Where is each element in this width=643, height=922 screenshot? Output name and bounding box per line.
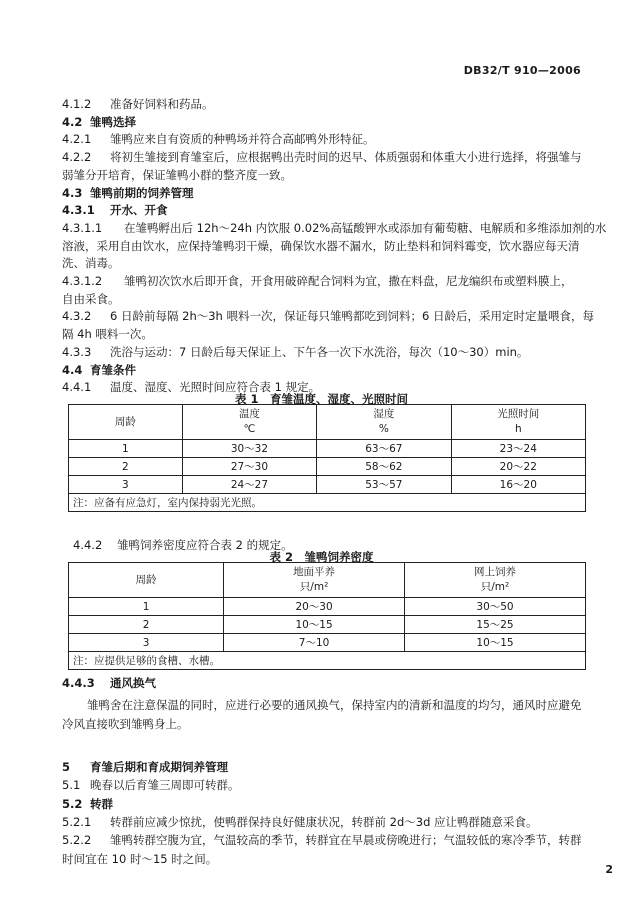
clause-number: 4.2.1 bbox=[62, 132, 92, 147]
text-line bbox=[62, 815, 538, 830]
header-name: 地面平养 bbox=[293, 566, 336, 578]
text-line bbox=[62, 203, 168, 218]
column-header bbox=[405, 563, 586, 598]
clause-text: 自由采食。 bbox=[62, 291, 120, 306]
table-cell: 30～50 bbox=[405, 598, 586, 616]
column-header bbox=[69, 563, 224, 598]
clause-text: 准备好饲料和药品。 bbox=[110, 97, 214, 111]
clause-number: 4.4.2 bbox=[73, 538, 103, 552]
clause-number: 4.3.1.2 bbox=[62, 274, 103, 288]
header-name: 湿度 bbox=[373, 408, 395, 420]
text-line bbox=[62, 676, 156, 691]
clause-number: 5.2.2 bbox=[62, 833, 92, 848]
clause-number: 4.2.2 bbox=[62, 150, 92, 165]
column-header bbox=[224, 563, 405, 598]
clause-number: 5.2 bbox=[62, 796, 83, 811]
text-line bbox=[62, 760, 228, 775]
table-note: 注：应提供足够的食槽、水槽。 bbox=[69, 652, 586, 670]
table-cell: 7～10 bbox=[224, 634, 405, 652]
clause-text: 时间宜在 10 时～15 时之间。 bbox=[62, 851, 218, 866]
text-line bbox=[62, 363, 136, 378]
table-cell: 2 bbox=[69, 458, 183, 476]
clause-text: 隔 4h 喂料一次。 bbox=[62, 327, 153, 342]
clause-number: 4.4.3 bbox=[62, 676, 95, 690]
text-line bbox=[62, 852, 217, 867]
clause-number: 4.3 bbox=[62, 185, 83, 200]
clause-number: 5 bbox=[62, 760, 71, 774]
text-line bbox=[62, 150, 582, 165]
clause-text: 弱雏分开培育，保证雏鸭小群的整齐度一致。 bbox=[62, 167, 292, 182]
clause-number: 4.1.2 bbox=[62, 97, 92, 111]
column-header bbox=[317, 405, 451, 440]
clause-number: 4.2 bbox=[62, 114, 83, 129]
document-code: DB32/T 910—2006 bbox=[463, 64, 581, 77]
column-header bbox=[69, 405, 183, 440]
header-name: 光照时间 bbox=[497, 408, 540, 420]
table-1 bbox=[68, 404, 586, 512]
table-cell: 15～25 bbox=[405, 616, 586, 634]
header-name: 温度 bbox=[238, 408, 260, 420]
table-cell: 20～22 bbox=[451, 458, 585, 476]
text-line bbox=[62, 186, 194, 201]
header-unit: ℃ bbox=[243, 423, 256, 435]
clause-text: 洗浴与运动：7 日龄后每天保证上、下午各一次下水洗浴，每次（10～30）min。 bbox=[110, 344, 529, 359]
paragraph-4-4-3: 雏鸭舍在注意保温的同时，应进行必要的通风换气，保持室内的清新和温度的均匀，通风时应避免冷风直接吹到雏鸭身上。 bbox=[62, 698, 582, 731]
table-cell: 63～67 bbox=[317, 440, 451, 458]
text-line bbox=[62, 115, 136, 130]
table-row bbox=[69, 598, 586, 616]
column-header bbox=[451, 405, 585, 440]
clause-number: 5.1 bbox=[62, 778, 81, 793]
clause-text: 雏鸭应来自有资质的种鸭场并符合高邮鸭外形特征。 bbox=[110, 132, 375, 147]
clause-text: 雏鸭初次饮水后即开食，开食用破碎配合饲料为宜，撒在料盘，尼龙编织布或塑料膜上， bbox=[124, 274, 573, 288]
clause-number: 5.2.1 bbox=[62, 814, 92, 829]
header-unit: h bbox=[514, 423, 522, 435]
clause-number: 4.3.1 bbox=[62, 203, 95, 218]
clause-number: 4.4 bbox=[62, 362, 83, 377]
text-line bbox=[62, 345, 528, 360]
clause-text: 雏鸭转群空腹为宜，气温较高的季节，转群宜在早晨或傍晚进行；气温较低的寒冷季节，转群 bbox=[110, 833, 582, 848]
text-line bbox=[62, 309, 594, 324]
clause-text: 雏鸭前期的饲养管理 bbox=[90, 185, 194, 200]
text-line bbox=[62, 797, 113, 812]
page-number: 2 bbox=[605, 863, 613, 876]
table-cell: 53～57 bbox=[317, 476, 451, 494]
table-cell: 23～24 bbox=[451, 440, 585, 458]
text-line bbox=[62, 97, 214, 112]
table-cell: 16～20 bbox=[451, 476, 585, 494]
header-unit: 只/m² bbox=[299, 581, 329, 593]
text-line bbox=[62, 292, 120, 307]
text-line bbox=[62, 256, 120, 271]
clause-text: 晚春以后育雏三周即可转群。 bbox=[90, 778, 240, 793]
table-cell: 10～15 bbox=[405, 634, 586, 652]
header-name: 周龄 bbox=[114, 415, 136, 428]
table-row bbox=[69, 476, 586, 494]
text-line bbox=[62, 239, 580, 254]
text-line bbox=[62, 221, 606, 236]
table-2 bbox=[68, 562, 586, 670]
clause-text: 在雏鸭孵出后 12h～24h 内饮服 0.02%高锰酸钾水或添加有葡萄糖、电解质和多维添加剂的水 bbox=[124, 220, 607, 235]
table-1-caption: 表 1 育雏温度、湿度、光照时间 bbox=[234, 392, 408, 406]
table-cell: 10～15 bbox=[224, 616, 405, 634]
text-line bbox=[62, 168, 292, 183]
table-cell: 20～30 bbox=[224, 598, 405, 616]
clause-text: 转群前应减少惊扰，使鸭群保持良好健康状况，转群前 2d～3d 应让鸭群随意采食。 bbox=[110, 814, 538, 829]
table-cell: 2 bbox=[69, 616, 224, 634]
table-row bbox=[69, 458, 586, 476]
table-row bbox=[69, 440, 586, 458]
header-name: 网上饲养 bbox=[474, 566, 517, 578]
table-cell: 30～32 bbox=[182, 440, 316, 458]
table-cell: 3 bbox=[69, 476, 183, 494]
table-row bbox=[69, 616, 586, 634]
text-line bbox=[62, 833, 582, 848]
table-cell: 27～30 bbox=[182, 458, 316, 476]
clause-text: 雏鸭选择 bbox=[90, 114, 136, 129]
clause-text: 开水、开食 bbox=[110, 203, 168, 218]
clause-number: 4.4.1 bbox=[62, 380, 92, 395]
clause-number: 4.3.1.1 bbox=[62, 220, 103, 235]
clause-text: 将初生雏接到育雏室后，应根据鸭出壳时间的迟早、体质强弱和体重大小进行选择，将强雏与 bbox=[110, 150, 582, 165]
text-line bbox=[62, 132, 375, 147]
clause-text: 洗、消毒。 bbox=[62, 256, 120, 271]
column-header bbox=[182, 405, 316, 440]
clause-number: 4.3.2 bbox=[62, 309, 92, 324]
clause-number: 4.3.3 bbox=[62, 344, 92, 359]
header-unit: 只/m² bbox=[480, 581, 510, 593]
table-cell: 58～62 bbox=[317, 458, 451, 476]
clause-text: 6 日龄前每隔 2h～3h 喂料一次，保证每只雏鸭都吃到饲料；6 日龄后，采用定时定量喂食，每 bbox=[110, 309, 594, 324]
clause-text: 育雏后期和育成期饲养管理 bbox=[90, 760, 228, 774]
text-line bbox=[62, 327, 153, 342]
header-name: 周龄 bbox=[135, 573, 157, 586]
table-row bbox=[69, 634, 586, 652]
table-cell: 1 bbox=[69, 598, 224, 616]
table-cell: 24～27 bbox=[182, 476, 316, 494]
header-unit: % bbox=[378, 423, 389, 435]
clause-text: 温度、湿度、光照时间应符合表 1 规定。 bbox=[110, 380, 321, 395]
text-line bbox=[62, 778, 240, 793]
text-line bbox=[62, 274, 573, 289]
clause-text: 溶液，采用自由饮水，应保持雏鸭羽干燥，确保饮水器不漏水，防止垫料和饲料霉变，饮水器应每天清 bbox=[62, 238, 580, 253]
clause-text: 雏鸭饲养密度应符合表 2 的规定。 bbox=[117, 538, 293, 552]
clause-text: 通风换气 bbox=[110, 676, 156, 690]
table-cell: 3 bbox=[69, 634, 224, 652]
clause-text: 转群 bbox=[90, 796, 113, 811]
table-note: 注：应备有应急灯，室内保持弱光光照。 bbox=[69, 494, 586, 512]
table-2-caption: 表 2 雏鸭饲养密度 bbox=[269, 550, 374, 564]
clause-text: 育雏条件 bbox=[90, 362, 136, 377]
table-cell: 1 bbox=[69, 440, 183, 458]
